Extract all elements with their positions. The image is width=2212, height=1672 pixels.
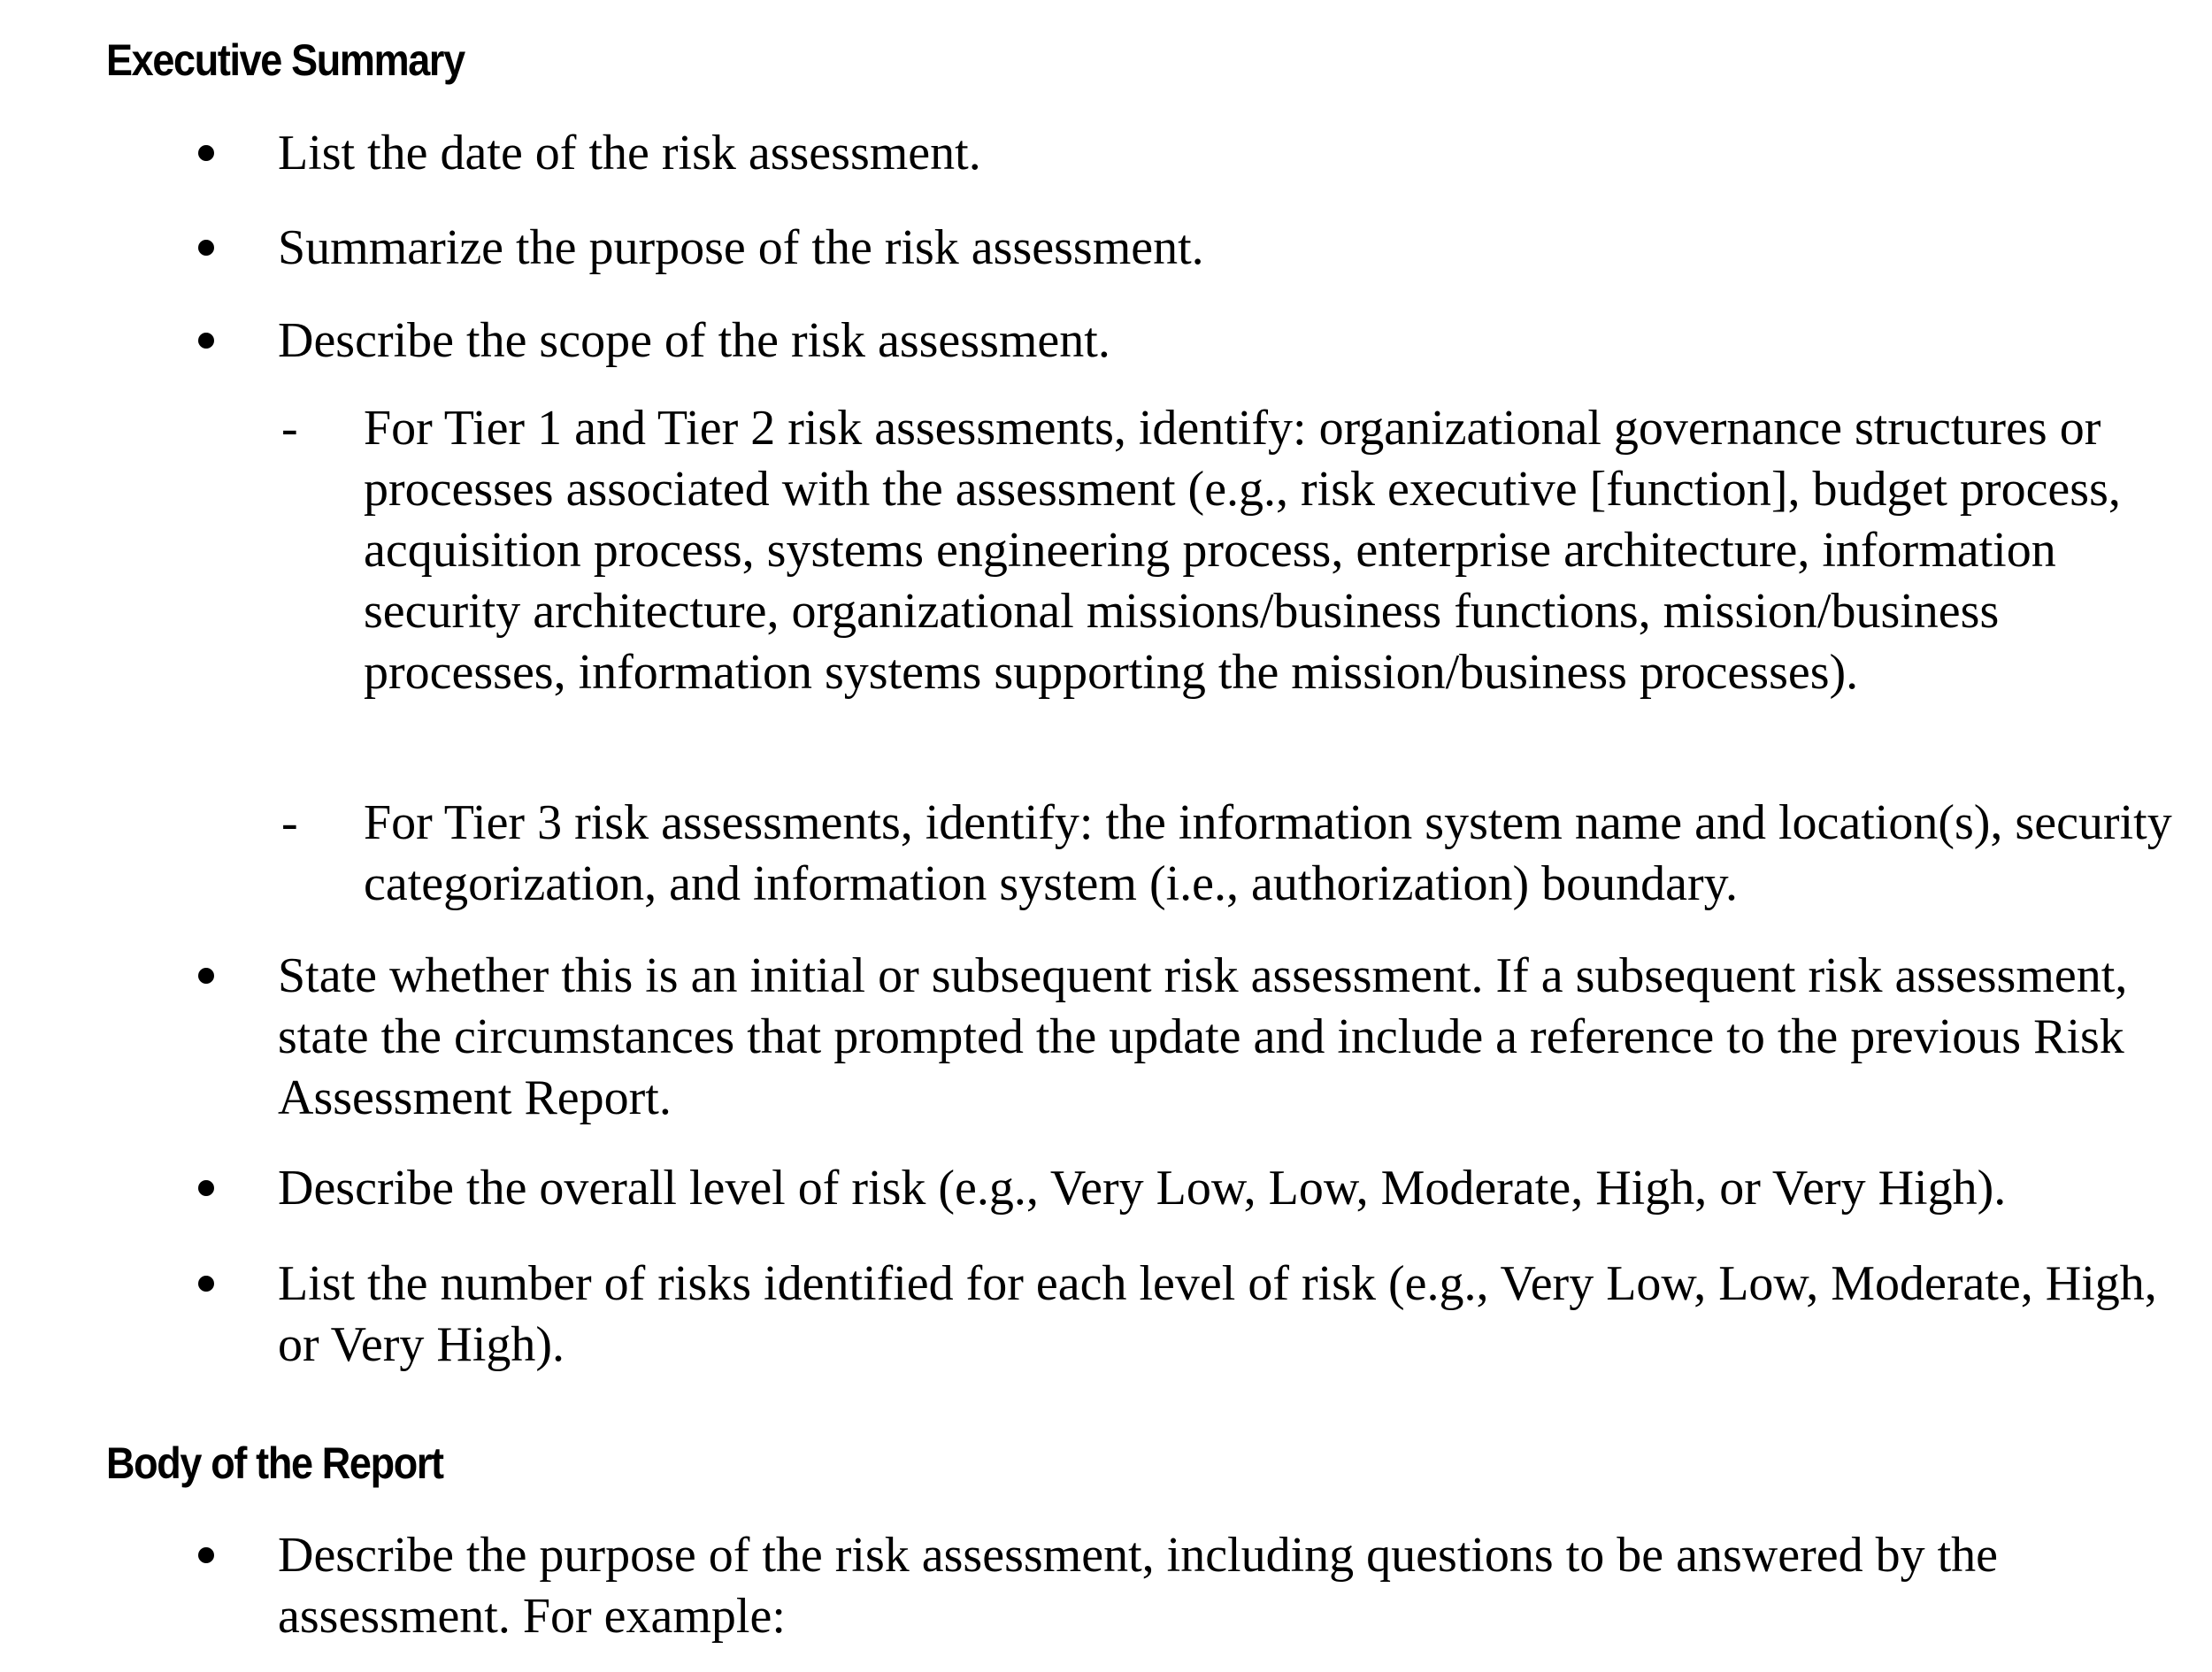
bullet-icon	[198, 1276, 214, 1292]
section-heading-body-of-report: Body of the Report	[106, 1438, 443, 1488]
sub-list-item: For Tier 1 and Tier 2 risk assessments, identify: organizational governance structures or processes associated with the assessment (e.g., risk executive [function], budget process, acquisition process, systems engineering process, enterprise architecture, information security architecture, organizational missions/business functions, mission/business processes, information systems supporting the mission/business processes).	[364, 401, 2121, 700]
list-item: List the number of risks identified for each level of risk (e.g., Very Low, Low, Moderate, High, or Very High).	[278, 1256, 2157, 1372]
dash-marker: -	[281, 401, 298, 456]
bullet-icon	[198, 333, 214, 349]
bullet-icon	[198, 240, 214, 256]
bullet-icon	[198, 1547, 214, 1563]
sub-list-item: For Tier 3 risk assessments, identify: the information system name and location(s), security categorization, and information system (i.e., authorization) boundary.	[364, 795, 2172, 911]
list-item: Describe the purpose of the risk assessment, including questions to be answered by the assessment. For example:	[278, 1528, 1999, 1644]
bullet-icon	[198, 1180, 214, 1196]
bullet-icon	[198, 145, 214, 161]
list-item: State whether this is an initial or subsequent risk assessment. If a subsequent risk assessment, state the circumstances that prompted the update and include a reference to the previous Risk Assessment Report.	[278, 948, 2128, 1125]
bullet-icon	[198, 968, 214, 984]
list-item: List the date of the risk assessment.	[278, 126, 981, 180]
list-item: Summarize the purpose of the risk assessment.	[278, 220, 1204, 275]
section-heading-executive-summary: Executive Summary	[106, 35, 465, 85]
list-item: Describe the overall level of risk (e.g., Very Low, Low, Moderate, High, or Very High).	[278, 1161, 2007, 1216]
dash-marker: -	[281, 795, 298, 850]
list-item: Describe the scope of the risk assessment.	[278, 313, 1110, 368]
